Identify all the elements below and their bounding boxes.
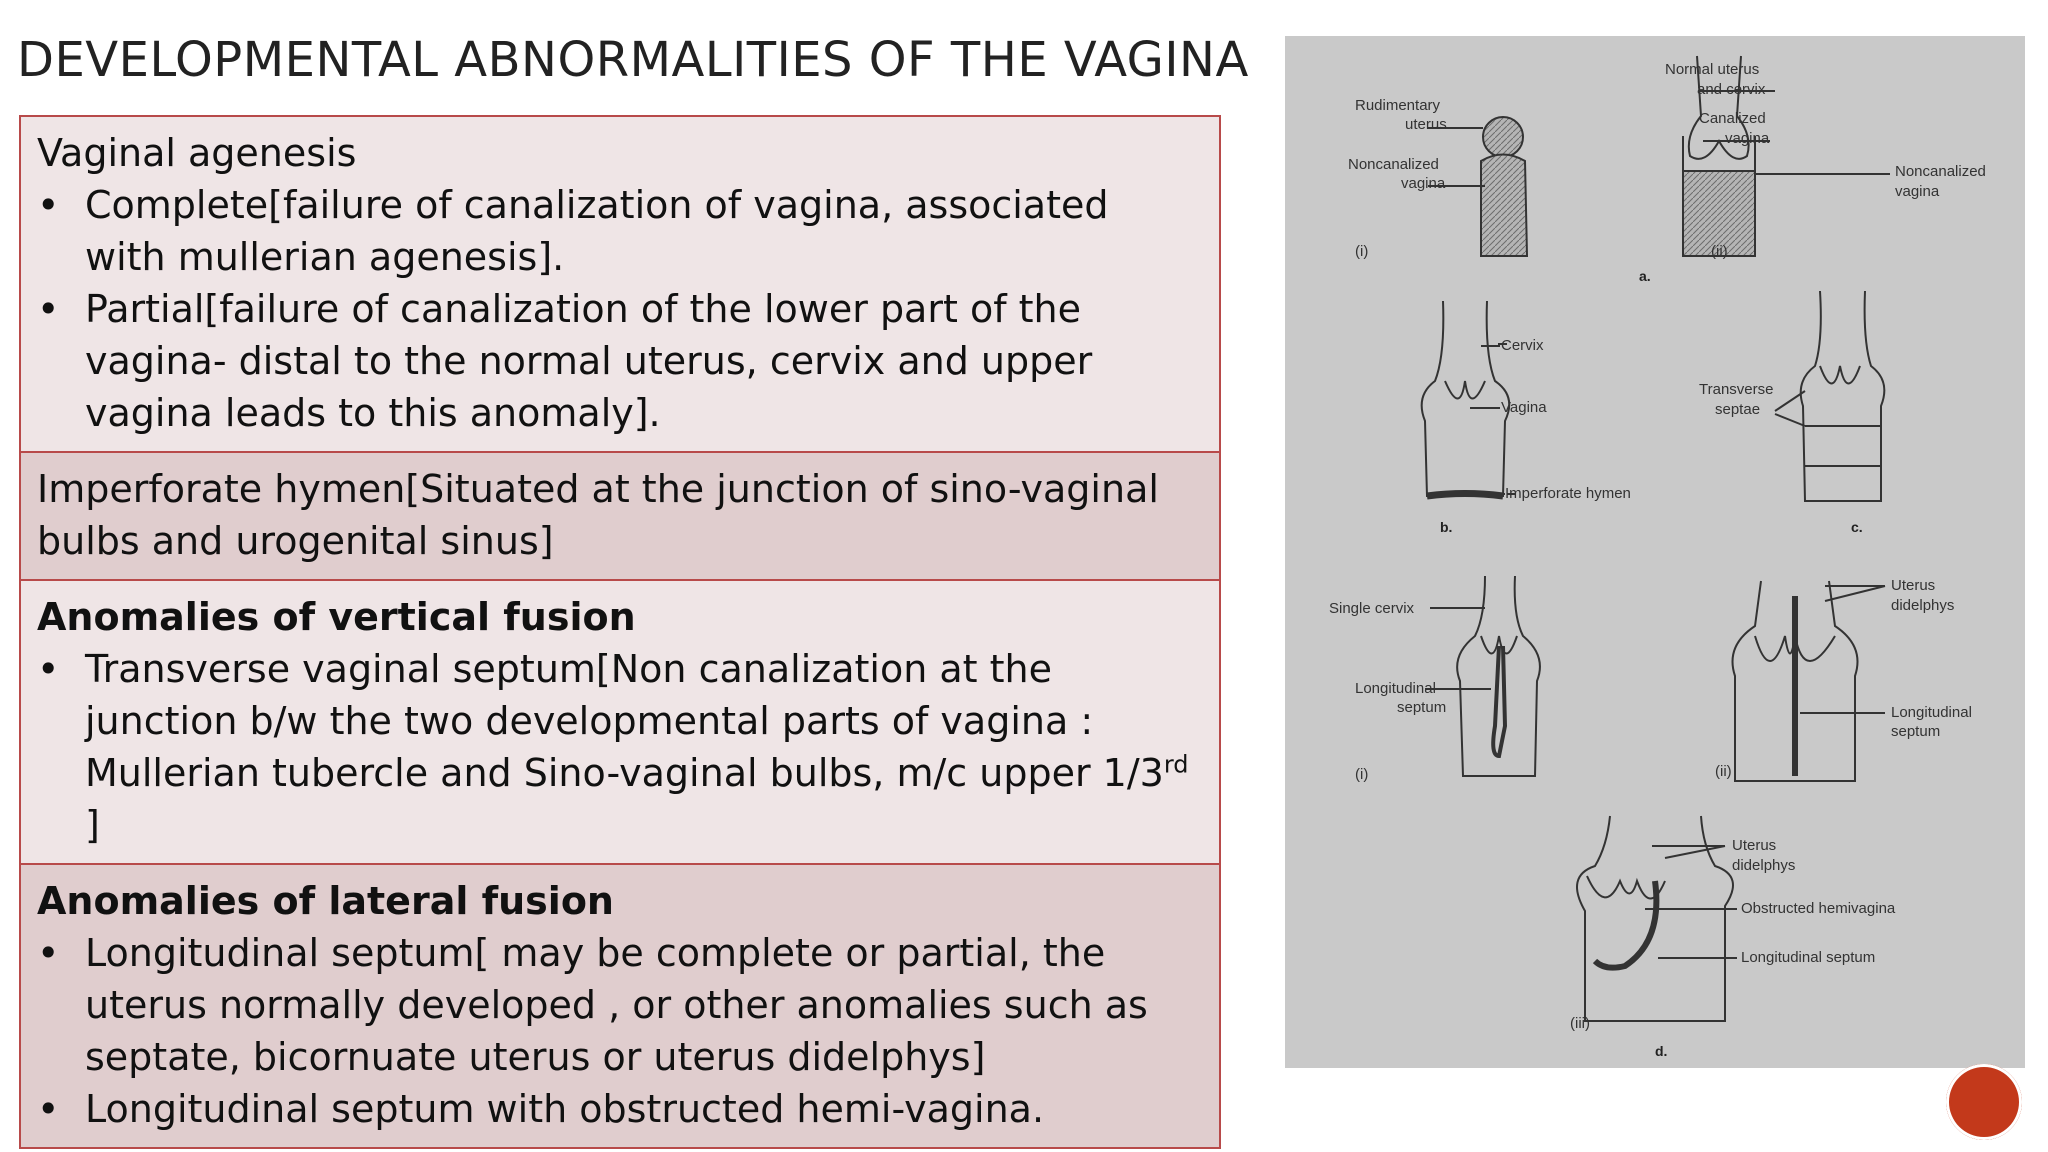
- label-uterus-didelphys-c: Uterus: [1732, 837, 1777, 854]
- label-uterus-didelphys-c-2: didelphys: [1732, 857, 1796, 874]
- row-vaginal-agenesis: [21, 117, 1219, 451]
- list-item-text: Complete[failure of canalization of vagina, associated with mullerian agenesis].: [85, 183, 1109, 279]
- label-panel-c: c.: [1851, 519, 1863, 535]
- transverse-septa-shape: [1801, 291, 1885, 501]
- bullet-list: [37, 927, 1201, 1135]
- label-single-cervix: Single cervix: [1329, 600, 1415, 617]
- row-imperforate-hymen: [21, 451, 1219, 579]
- list-item: [37, 283, 1201, 439]
- label-panel-d-i: (i): [1355, 766, 1369, 783]
- slide-title: DEVELOPMENTAL ABNORMALITIES OF THE VAGINA: [17, 32, 1249, 88]
- label-panel-b: b.: [1440, 519, 1453, 535]
- list-item: [37, 179, 1201, 283]
- list-item-text: Longitudinal septum[ may be complete or partial, the uterus normally developed , or other anomalies such as septate, bicornuate uterus or uterus didelphys]: [85, 931, 1148, 1079]
- label-longitudinal-septum-b: Longitudinal: [1891, 704, 1972, 721]
- bullet-icon: •: [37, 1087, 60, 1131]
- label-transverse-septae-2: septae: [1715, 401, 1761, 418]
- list-item-text: Longitudinal septum with obstructed hemi-vagina.: [85, 1087, 1045, 1131]
- bullet-icon: •: [37, 647, 60, 691]
- label-canalized-vagina-2: vagina: [1725, 130, 1770, 147]
- list-item: [37, 643, 1201, 851]
- bullet-list: [37, 643, 1201, 851]
- label-canalized-vagina: Canalized: [1699, 110, 1766, 127]
- row-vertical-fusion: [21, 579, 1219, 863]
- label-panel-d-ii: (ii): [1715, 763, 1732, 780]
- label-transverse-septae: Transverse: [1699, 381, 1774, 398]
- label-longitudinal-septum: Longitudinal: [1355, 680, 1436, 697]
- slide-nav-button[interactable]: [1946, 1064, 2022, 1140]
- obstructed-hemivagina-mark: [1595, 881, 1656, 968]
- label-longitudinal-septum-2: septum: [1397, 699, 1447, 716]
- row-lateral-fusion: [21, 863, 1219, 1147]
- label-panel-d: d.: [1655, 1043, 1668, 1059]
- label-noncanalized-vagina-2: vagina: [1401, 175, 1446, 192]
- list-item: [37, 1083, 1201, 1135]
- bullet-icon: •: [37, 287, 60, 331]
- anatomy-figure: [1285, 36, 2025, 1068]
- row-heading: Vaginal agenesis: [37, 131, 357, 175]
- bullet-list: [37, 179, 1201, 439]
- label-uterus-didelphys-2: didelphys: [1891, 597, 1955, 614]
- list-item-tail: ]: [85, 803, 100, 847]
- row-text: Imperforate hymen[Situated at the junction of sino-vaginal bulbs and urogenital sinus]: [37, 467, 1159, 563]
- label-noncanalized-vagina: Noncanalized: [1348, 156, 1439, 173]
- label-longitudinal-septum-c: Longitudinal septum: [1741, 949, 1876, 966]
- vagina-shape: [1422, 301, 1510, 496]
- list-item-text: Transverse vaginal septum[Non canalization at the junction b/w the two developmental parts of vagina : Mullerian tubercle and Sino-vaginal bulbs, m/c upper 1/3: [85, 647, 1164, 795]
- row-heading: Anomalies of lateral fusion: [37, 879, 614, 923]
- label-normal-uterus-2: and cervix: [1697, 81, 1766, 98]
- list-item-text: Partial[failure of canalization of the lower part of the vagina- distal to the normal uterus, cervix and upper vagina leads to this anomaly].: [85, 287, 1093, 435]
- label-cervix: Cervix: [1501, 337, 1544, 354]
- label-vagina: Vagina: [1501, 399, 1547, 416]
- label-rudimentary-uterus-2: uterus: [1405, 116, 1447, 133]
- label-normal-uterus: Normal uterus: [1665, 61, 1760, 78]
- anatomy-diagram: [1285, 36, 2025, 1068]
- label-panel-a: a.: [1639, 268, 1651, 284]
- label-panel-i: (i): [1355, 243, 1369, 260]
- label-panel-ii: (ii): [1711, 243, 1728, 260]
- longitudinal-septum-shape: [1493, 646, 1505, 756]
- rudimentary-uterus-shape: [1483, 117, 1523, 157]
- list-item: [37, 927, 1201, 1083]
- label-panel-d-iii: (iii): [1570, 1015, 1590, 1032]
- row-heading: Anomalies of vertical fusion: [37, 595, 636, 639]
- superscript: rd: [1163, 750, 1189, 779]
- bullet-icon: •: [37, 931, 60, 975]
- label-noncanalized-vagina-b: Noncanalized: [1895, 163, 1986, 180]
- label-rudimentary-uterus: Rudimentary: [1355, 97, 1441, 114]
- imperforate-hymen-mark: [1427, 494, 1503, 497]
- bullet-icon: •: [37, 183, 60, 227]
- noncanalized-vagina-shape: [1481, 155, 1527, 257]
- label-longitudinal-septum-b-2: septum: [1891, 723, 1941, 740]
- label-noncanalized-vagina-b-2: vagina: [1895, 183, 1940, 200]
- label-imperforate-hymen: Imperforate hymen: [1505, 485, 1631, 502]
- content-table: [19, 115, 1221, 1149]
- label-obstructed-hemivagina: Obstructed hemivagina: [1741, 900, 1896, 917]
- label-uterus-didelphys: Uterus: [1891, 577, 1936, 594]
